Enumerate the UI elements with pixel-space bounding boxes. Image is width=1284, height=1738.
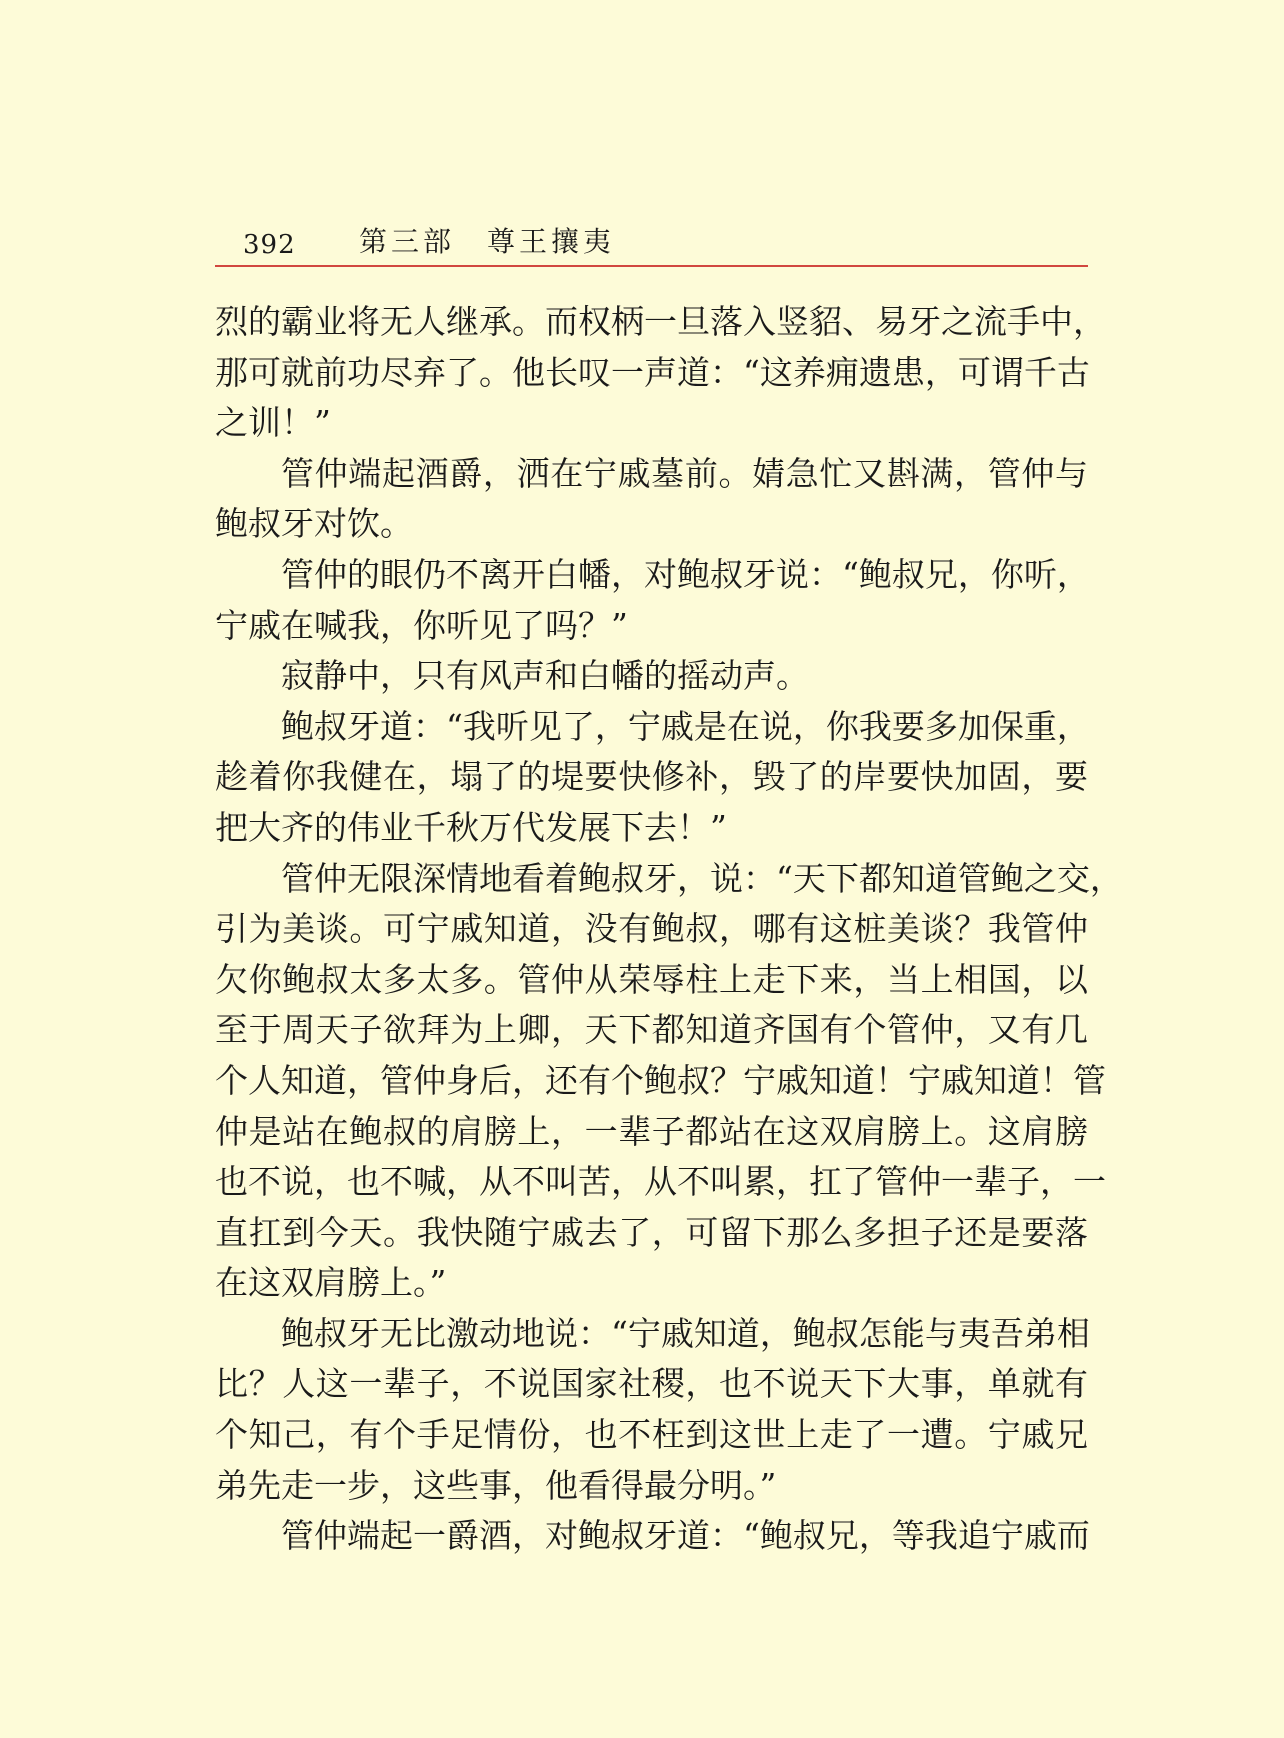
text-line: 直扛到今天。我快随宁戚去了，可留下那么多担子还是要落: [215, 1212, 1088, 1252]
text-line: 鲍叔牙对饮。: [215, 504, 413, 544]
text-line: 个知己，有个手足情份，也不枉到这世上走了一遭。宁戚兄: [215, 1415, 1088, 1455]
text-line: 管仲端起一爵酒，对鲍叔牙道：“鲍叔兄，等我追宁戚而: [281, 1516, 1090, 1556]
text-line: 寂静中，只有风声和白幡的摇动声。: [281, 656, 809, 696]
text-line: 仲是站在鲍叔的肩膀上，一辈子都站在这双肩膀上。这肩膀: [215, 1111, 1088, 1151]
text-line: 弟先走一步，这些事，他看得最分明。”: [215, 1465, 777, 1505]
text-line: 把大齐的伟业千秋万代发展下去！”: [215, 807, 727, 847]
text-line: 之训！”: [215, 403, 331, 443]
text-line: 欠你鲍叔太多太多。管仲从荣辱柱上走下来，当上相国，以: [215, 959, 1088, 999]
text-line: 管仲端起酒爵，洒在宁戚墓前。婧急忙又斟满，管仲与: [281, 453, 1088, 493]
text-line: 宁戚在喊我，你听见了吗？”: [215, 605, 628, 645]
text-line: 鲍叔牙道：“我听见了，宁戚是在说，你我要多加保重，: [281, 706, 1090, 746]
page-number: 392: [243, 230, 296, 260]
text-line: 在这双肩膀上。”: [215, 1263, 447, 1303]
header-rule: [215, 265, 1088, 267]
text-line: 个人知道，管仲身后，还有个鲍叔？宁戚知道！宁戚知道！管: [215, 1060, 1106, 1100]
text-line: 那可就前功尽弃了。他长叹一声道：“这养痈遗患，可谓千古: [215, 352, 1090, 392]
chapter-title: 尊王攘夷: [487, 225, 616, 258]
text-line: 鲍叔牙无比激动地说：“宁戚知道，鲍叔怎能与夷吾弟相: [281, 1313, 1090, 1353]
part-title: 第三部: [359, 225, 456, 258]
body-text: [215, 297, 1123, 1562]
text-line: 管仲无限深情地看着鲍叔牙，说：“天下都知道管鲍之交，: [281, 858, 1123, 898]
running-header: [215, 216, 1088, 260]
text-line: 引为美谈。可宁戚知道，没有鲍叔，哪有这桩美谈？我管仲: [215, 909, 1088, 949]
text-line: 烈的霸业将无人继承。而权柄一旦落入竖貂、易牙之流手中，: [215, 302, 1106, 341]
text-line: 比？人这一辈子，不说国家社稷，也不说天下大事，单就有: [215, 1364, 1088, 1404]
text-line: 也不说，也不喊，从不叫苦，从不叫累，扛了管仲一辈子，一: [215, 1162, 1106, 1202]
text-line: 至于周天子欲拜为上卿，天下都知道齐国有个管仲，又有几: [215, 1010, 1088, 1050]
text-line: 趁着你我健在，塌了的堤要快修补，毁了的岸要快加固，要: [215, 757, 1088, 797]
text-line: 管仲的眼仍不离开白幡，对鲍叔牙说：“鲍叔兄，你听，: [281, 554, 1090, 594]
